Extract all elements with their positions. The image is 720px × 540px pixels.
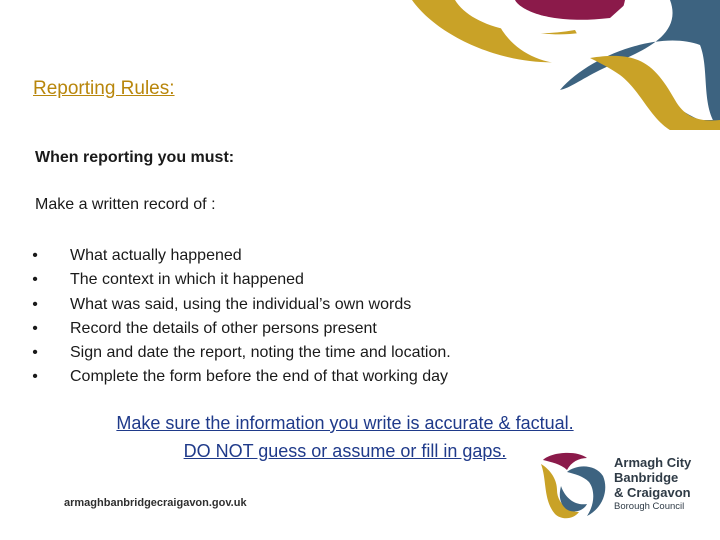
logo-line-3: & Craigavon bbox=[614, 485, 691, 500]
subheading: Make a written record of : bbox=[35, 196, 216, 213]
bullet-icon: • bbox=[32, 247, 38, 264]
list-item-text: What actually happened bbox=[70, 247, 242, 264]
logo-line-1: Armagh City bbox=[614, 455, 692, 470]
logo-line-4: Borough Council bbox=[614, 501, 685, 512]
website-url: armaghbanbridgecraigavon.gov.uk bbox=[64, 497, 247, 509]
council-logo-text bbox=[614, 455, 691, 514]
list-item-text: Record the details of other persons present bbox=[70, 319, 377, 337]
council-logo-icon bbox=[537, 450, 609, 522]
warning-line-2: DO NOT guess or assume or fill in gaps. bbox=[183, 441, 507, 461]
warning-line-1: Make sure the information you write is accurate & factual. bbox=[116, 413, 574, 433]
logo-line-2: Banbridge bbox=[614, 470, 679, 485]
bullet-icon: • bbox=[32, 344, 38, 362]
list-item-text: What was said, using the individual’s own words bbox=[70, 295, 412, 313]
list-item-text: The context in which it happened bbox=[70, 271, 304, 289]
bullet-icon: • bbox=[32, 271, 38, 289]
list-item-text: Sign and date the report, noting the time and location. bbox=[70, 344, 451, 362]
page-title: Reporting Rules: bbox=[33, 78, 175, 99]
bullet-icon: • bbox=[32, 295, 38, 313]
decorative-swirl-graphic bbox=[400, 0, 720, 130]
lead-text: When reporting you must: bbox=[35, 149, 235, 166]
bullet-icon: • bbox=[32, 368, 38, 386]
list-item-text: Complete the form before the end of that working day bbox=[70, 368, 448, 386]
bullet-icon: • bbox=[32, 319, 38, 337]
